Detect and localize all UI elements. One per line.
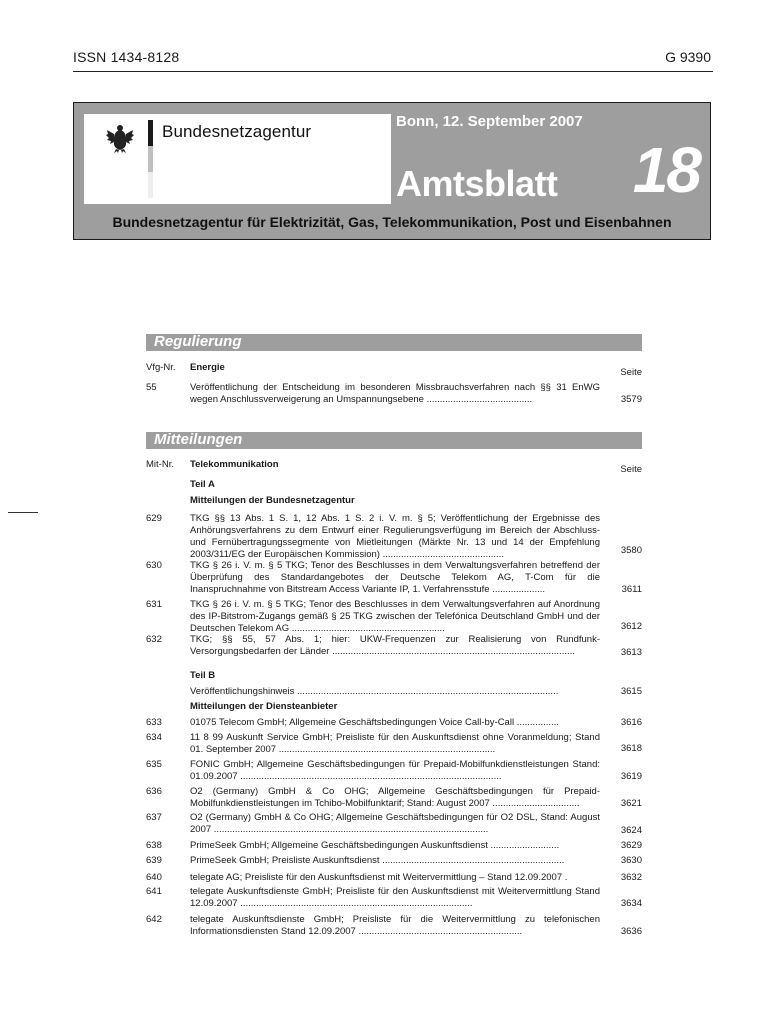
entry-text: TKG; §§ 55, 57 Abs. 1; hier: UKW-Frequenzen zur Realisierung von Rundfunk-Versorgungsbedarfen der Länder ............................................................................................ bbox=[190, 634, 600, 657]
table-row bbox=[146, 732, 642, 756]
entry-page: 3615 bbox=[620, 686, 642, 697]
issue-date: Bonn, 12. September 2007 bbox=[396, 113, 583, 130]
entry-text: telegate AG; Preisliste für den Auskunftsdienst mit Weitervermittlung – Stand 12.09.2007 . bbox=[190, 872, 568, 883]
masthead bbox=[73, 102, 711, 240]
entry-page: 3632 bbox=[620, 872, 642, 883]
entry-text: 01075 Telecom GmbH; Allgemeine Geschäftsbedingungen Voice Call-by-Call ................ bbox=[190, 717, 559, 728]
table-row bbox=[146, 599, 642, 635]
logo-text: Bundesnetzagentur bbox=[162, 122, 312, 141]
entry-number: 637 bbox=[146, 812, 162, 823]
table-row bbox=[146, 914, 642, 938]
flag-stripe bbox=[148, 120, 153, 198]
entry-number: 55 bbox=[146, 382, 157, 393]
entry-number: 641 bbox=[146, 886, 162, 897]
teil-a-subheading: Mitteilungen der Bundesnetzagentur bbox=[190, 495, 355, 506]
top-header bbox=[73, 49, 713, 72]
entry-number: 639 bbox=[146, 855, 162, 866]
table-row bbox=[146, 812, 642, 836]
entry-page: 3630 bbox=[620, 855, 642, 866]
g-number: G 9390 bbox=[665, 49, 711, 65]
entry-page: 3629 bbox=[620, 840, 642, 851]
table-row bbox=[146, 717, 642, 729]
teil-b-subheading-row bbox=[146, 701, 642, 713]
table-row bbox=[146, 686, 642, 698]
table-row bbox=[146, 872, 642, 884]
entry-number: 629 bbox=[146, 513, 162, 524]
table-row bbox=[146, 886, 642, 910]
section-mitteilungen-heading: Mitteilungen bbox=[154, 431, 243, 448]
entry-number: 634 bbox=[146, 732, 162, 743]
col-label: Vfg-Nr. bbox=[146, 362, 176, 373]
entry-page: 3616 bbox=[620, 717, 642, 728]
entry-page: 3621 bbox=[620, 798, 642, 809]
section-regulierung-heading: Regulierung bbox=[154, 333, 242, 350]
fold-mark bbox=[8, 512, 38, 513]
seite-label: Seite bbox=[620, 367, 642, 378]
entry-page: 3579 bbox=[620, 394, 642, 405]
entry-number: 632 bbox=[146, 634, 162, 645]
flag-stripe-middle bbox=[148, 146, 153, 172]
entry-text: 11 8 99 Auskunft Service GmbH; Preisliste für den Auskunftsdienst ohne Voranmeldung; Stand 01. September 2007 .................................................................................. bbox=[190, 732, 600, 755]
entry-number: 631 bbox=[146, 599, 162, 610]
entry-text: TKG § 26 i. V. m. § 5 TKG; Tenor des Beschlusses in dem Verwaltungsverfahren auf Anordnung des IP-Bitstrom-Zugangs gemäß § 25 TKG zwischen der Telefónica Deutschland GmbH und der Deutschen Telekom AG .......................................................... bbox=[190, 599, 600, 634]
entry-number: 638 bbox=[146, 840, 162, 851]
federal-eagle-icon bbox=[106, 122, 134, 154]
entry-text: O2 (Germany) GmbH & Co OHG; Allgemeine Geschäftsbedingungen für Prepaid-Mobilfunkdienstleistungen im Tchibo-Mobilfunktarif; Stand: August 2007 ................................. bbox=[190, 786, 600, 809]
entry-text: Veröffentlichung der Entscheidung im besonderen Missbrauchsverfahren nach §§ 31 EnWG wegen Anschlussverweigerung an Umspannungsebene ........................................ bbox=[190, 382, 600, 405]
publication-subtitle: Bundesnetzagentur für Elektrizität, Gas, Telekommunikation, Post und Eisenbahnen bbox=[112, 214, 672, 230]
entry-text: FONIC GmbH; Allgemeine Geschäftsbedingungen für Prepaid-Mobilfunkdienstleistungen Stand: 01.09.2007 ................................................................................................... bbox=[190, 759, 600, 782]
entry-page: 3618 bbox=[620, 743, 642, 754]
table-row bbox=[146, 786, 642, 810]
section-regulierung-bar bbox=[146, 334, 642, 351]
table-row bbox=[146, 855, 642, 867]
entry-text: PrimeSeek GmbH; Allgemeine Geschäftsbedingungen Auskunftsdienst .......................... bbox=[190, 840, 560, 851]
table-row bbox=[146, 382, 642, 408]
teil-b-heading-row bbox=[146, 670, 642, 682]
teil-a-subheading-row bbox=[146, 495, 642, 507]
table-row bbox=[146, 560, 642, 596]
entry-page: 3624 bbox=[620, 825, 642, 836]
teil-b-subheading: Mitteilungen der Diensteanbieter bbox=[190, 701, 338, 712]
table-row bbox=[146, 840, 642, 852]
teil-a-heading-row bbox=[146, 479, 642, 491]
entry-text: TKG § 26 i. V. m. § 5 TKG; Tenor des Beschlusses in dem Verwaltungsverfahren betreffend der Überprüfung des Standardangebotes der Deutsche Telekom AG, T-Com für die Inanspruchnahme von Bitstream Access Variante IP, 1. Verfahrensstufe .................... bbox=[190, 560, 600, 595]
entry-page: 3636 bbox=[620, 926, 642, 937]
entry-number: 642 bbox=[146, 914, 162, 925]
entry-number: 630 bbox=[146, 560, 162, 571]
entry-text: telegate Auskunftsdienste GmbH; Preisliste für den Auskunftsdienst mit Weitervermittlung Stand 12.09.2007 ........................................................................................ bbox=[190, 886, 600, 909]
teil-a-heading: Teil A bbox=[190, 479, 215, 490]
entry-text: TKG §§ 13 Abs. 1 S. 1, 12 Abs. 1 S. 2 i. V. m. § 5; Veröffentlichung der Ergebnisse des Anhörungsverfahrens zu dem Entwurf einer Regulierungsverfügung im Bereich der Abschluss- und Fernübertragungssegmente von Mietleitungen (Märkte Nr. 13 und 14 der Empfehlung 2003/311/EG der Europäischen Kommission) .............................................. bbox=[190, 513, 600, 560]
table-row bbox=[146, 634, 642, 658]
flag-stripe-top bbox=[148, 120, 153, 146]
publication-title: Amtsblatt bbox=[396, 163, 558, 204]
category-label: Telekommunikation bbox=[190, 459, 279, 470]
col-label: Mit-Nr. bbox=[146, 459, 174, 470]
entry-text: PrimeSeek GmbH; Preisliste Auskunftsdienst ..................................................................... bbox=[190, 855, 565, 866]
teil-b-heading: Teil B bbox=[190, 670, 216, 681]
entry-number: 633 bbox=[146, 717, 162, 728]
entry-page: 3612 bbox=[620, 621, 642, 632]
entry-number: 635 bbox=[146, 759, 162, 770]
category-label: Energie bbox=[190, 362, 225, 373]
entry-page: 3619 bbox=[620, 771, 642, 782]
entry-text: telegate Auskunftsdienste GmbH; Preisliste für die Weitervermittlung zu telefonischen Informationsdiensten Stand 12.09.2007 .............................................................. bbox=[190, 914, 600, 937]
entry-page: 3611 bbox=[621, 584, 642, 595]
issn-number: ISSN 1434-8128 bbox=[73, 49, 180, 65]
table-row bbox=[146, 513, 642, 561]
entry-page: 3580 bbox=[620, 545, 642, 556]
entry-text: O2 (Germany) GmbH & Co OHG; Allgemeine Geschäftsbedingungen für O2 DSL, Stand: August 2007 ........................................................................................................ bbox=[190, 812, 600, 835]
agency-logo bbox=[84, 114, 391, 204]
entry-page: 3613 bbox=[620, 647, 642, 658]
entry-number: 636 bbox=[146, 786, 162, 797]
seite-label: Seite bbox=[620, 464, 642, 475]
entry-text: Veröffentlichungshinweis ................................................................................................... bbox=[190, 686, 559, 697]
table-row bbox=[146, 759, 642, 783]
entry-page: 3634 bbox=[620, 898, 642, 909]
issue-number: 18 bbox=[632, 134, 700, 206]
flag-stripe-bottom bbox=[148, 172, 153, 198]
entry-number: 640 bbox=[146, 872, 162, 883]
section-mitteilungen-bar bbox=[146, 432, 642, 449]
